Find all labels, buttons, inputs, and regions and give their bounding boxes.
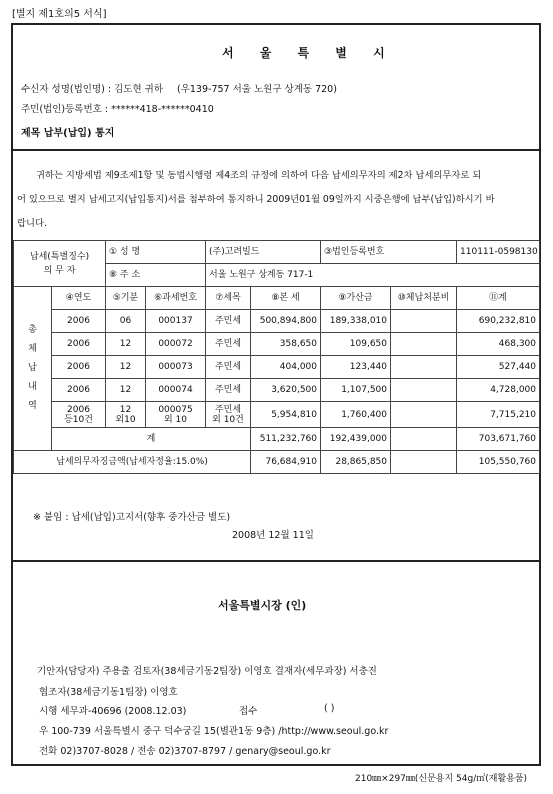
header-surcharge: ⑨가산금	[321, 287, 391, 310]
footer-approval-line: 기안자(담당자) 주용출 검토자(38세금기동2팀장) 이영호 결재자(세무과장) 서충진	[37, 666, 377, 677]
footer-contact: 전화 02)3707-8028 / 전송 02)3707-8797 / genary@seoul.go.kr	[39, 746, 331, 757]
header-disposition-fee: ⑩체납처분비	[391, 287, 457, 310]
liability-row: 납세의무자징금액(납세자정율:15.0%) 76,684,910 28,865,850 105,550,760	[14, 451, 540, 474]
footer-enforcement: 시행 세무과-40696 (2008.12.03)	[39, 706, 187, 717]
issue-date: 2008년 12월 11일	[232, 530, 314, 541]
taxpayer-section-label: 납세(특별징수) 의 무 자	[14, 241, 106, 287]
footer-receipt-label: 접수	[239, 706, 258, 717]
recipient-name: 수신자 성명(법인명) : 김도현 귀하	[21, 84, 163, 95]
corp-no-label: ③법인등록번호	[321, 241, 457, 264]
recipient-address: (우139-757 서울 노원구 상계동 720)	[177, 84, 337, 95]
table-row: 2006 12 000074 주민세 3,620,500 1,107,500 4,728,000	[14, 379, 540, 402]
issuer-title: 서 울 특 별 시	[222, 46, 396, 60]
total-row: 계 511,232,760 192,439,000 703,671,760	[14, 428, 540, 451]
body-line-1: 귀하는 지방세법 제9조제1항 및 동법시행령 제4조의 규정에 의하여 다음 납세의무자의 제2차 납세의무자로 되	[36, 170, 482, 181]
signer: 서울특별시장 (인)	[218, 599, 307, 612]
address-value: 서울 노원구 상계동 717-1	[206, 264, 540, 287]
header-tax-item: ⑦세목	[206, 287, 251, 310]
footer-cooperation-line: 협조자(38세금기동1팀장) 이영호	[39, 687, 178, 698]
header-total: ⑪계	[457, 287, 540, 310]
table-row: 2006 등10건 12 외10 000075 외 10 주민세 외 10건 5,954,810 1,760,400 7,715,210	[14, 402, 540, 428]
name-value: (주)고려빌드	[206, 241, 321, 264]
divider	[11, 149, 541, 151]
subject: 제목 납부(납입) 통지	[21, 128, 115, 139]
table-row: 2006 06 000137 주민세 500,894,800 189,338,010 690,232,810	[14, 310, 540, 333]
body-line-3: 랍니다.	[17, 218, 47, 229]
table-row: 2006 12 000072 주민세 358,650 109,650 468,300	[14, 333, 540, 356]
arrears-side-label: 총 체 납 내 역	[14, 287, 52, 451]
body-line-2: 어 있으므로 별지 납세고지(납입통지)서를 첨부하여 통지하니 2009년01월 09일까지 시중은행에 납부(납입)하시기 바	[17, 194, 495, 205]
tax-table-block	[13, 240, 539, 467]
form-label: [별지 제1호의5 서식]	[12, 9, 107, 20]
corp-no-value: 110111-0598130	[457, 241, 540, 264]
tax-table	[13, 240, 540, 474]
recipient-id: 주민(법인)등록번호 : ******418-******0410	[21, 104, 214, 115]
footer-address: 우 100-739 서울특별시 중구 덕수궁길 15(별관1동 9층) /http://www.seoul.go.kr	[39, 726, 389, 737]
address-label: ⑧ 주 소	[106, 264, 206, 287]
paper-spec: 210㎜×297㎜(신문용지 54g/㎡(재활용품)	[355, 774, 528, 784]
header-tax-no: ⑥과세번호	[146, 287, 206, 310]
attachment-note: ※ 붙임 : 납세(납입)고지서(향후 중가산금 별도)	[33, 512, 231, 523]
header-period: ⑤기분	[106, 287, 146, 310]
table-row: 2006 12 000073 주민세 404,000 123,440 527,440	[14, 356, 540, 379]
header-year: ④연도	[52, 287, 106, 310]
name-label: ① 성 명	[106, 241, 206, 264]
header-principal: ⑧본 세	[251, 287, 321, 310]
footer-receipt-value: ( )	[324, 703, 335, 714]
divider	[11, 560, 541, 562]
